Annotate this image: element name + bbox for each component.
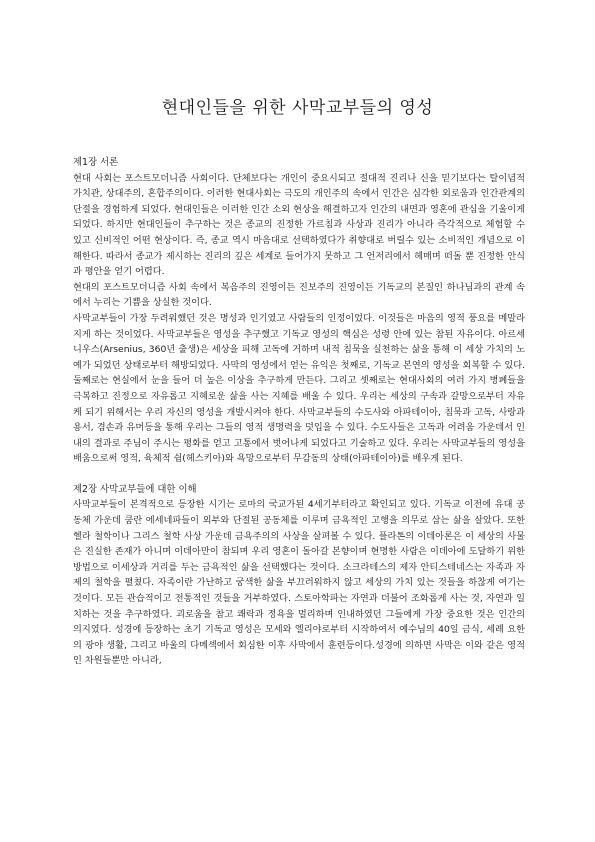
section-introduction bbox=[73, 155, 525, 467]
body-paragraph: 사막교부들이 본격적으로 등장한 시기는 로마의 국교가된 4세기부터라고 확인되고 있다. 기독교 이전에 유대 공동체 가운데 쿰란 에세네파들이 외부와 단절된 공동체를 이루며 금욕적인 고행을 의무로 삼는 삶을 살았다. 또한 헬라 철학이나 그리스 철학 사상 가운데 금욕주의의 사상을 살펴볼 수 있다. 플라톤의 이데아론은 이 세상의 사물은 진실한 존재가 아니며 이데아만이 참되며 우리 영혼이 돌아갈 본향이며 현명한 사람은 이데아에 도달하기 위한 방법으로 이세상과 거리를 두는 금욕적인 삶을 선택했다는 것이다. 소크라테스의 제자 안티스테네스는 자족과 자제의 철학을 펼쳤다. 자족이란 가난하고 궁색한 삶을 부끄러워하지 않고 세상의 가치 있는 것들을 하찮게 여기는 것이다. 모든 관습적이고 전통적인 것들을 거부하였다. 스토아학파는 자연과 더불어 조화롭게 사는 것, 자연과 일치하는 것을 추구하였다. 괴로움을 참고 쾌락과 정욕을 멀리하며 인내하였던 그들에게 가장 중요한 것은 인간의 의지였다. 성경에 등장하는 초기 기독교 영성은 모세와 엘리야로부터 시작하여서 예수님의 40일 금식, 세례 요한의 광야 생활, 그리고 바울의 다메섹에서 회심한 이후 사막에서 훈련등이다.성경에 의하면 사막은 이와 같은 영적인 차원들뿐만 아니라, bbox=[73, 499, 525, 667]
section-understanding-desert-fathers bbox=[73, 482, 525, 669]
body-paragraph: 사막교부들이 가장 두려워했던 것은 명성과 인기였고 사람들의 인정이었다. 이것들은 마음의 영적 풍요를 메말라지게 하는 것이었다. 사막교부들은 영성을 추구했고 기독교 영성의 핵심은 성령 안에 있는 참된 자유이다. 아르세니우스(Arsenius, 360년 출생)은 세상을 피해 고독에 거하며 내적 침묵을 실천하는 삶을 통해 이 세상 가치의 노예가 되었던 상태로부터 해방되었다. 사막의 영성에서 얻는 유익은 첫째로, 기독교 본연의 영성을 회복할 수 있다. 둘째로는 현실에서 눈을 들어 더 높은 이상을 추구하게 만든다. 그리고 셋째로는 현대사회의 여러 가지 병폐들을 극복하고 진정으로 자유롭고 지혜로운 삶을 사는 지혜를 배울 수 있다. 우리는 세상의 구속과 갈망으로부터 자유케 되기 위해서는 우리 자신의 영성을 개발시켜야 한다. 사막교부들의 수도사와 아파테이아, 침묵과 고독, 사랑과 용서, 겸손과 유머등을 통해 우리는 그들의 영적 생명력을 덧입을 수 있다. 수도사들은 고독과 어려움 가운데서 인내의 결과로 주님이 주시는 평화를 얻고 고통에서 벗어나게 되었다고 기술하고 있다. 우리는 사막교부들의 영성을 배움으로써 영적, 육체적 쉼(헤스키아)와 욕망으로부터 무감동의 상태(아파테이아)를 배우게 된다. bbox=[73, 312, 525, 465]
section-heading: 제1장 서론 bbox=[73, 157, 119, 168]
section-heading: 제2장 사막교부들에 대한 이해 bbox=[73, 483, 197, 495]
body-paragraph: 현대 사회는 포스트모더니즘 사회이다. 단체보다는 개인이 중요시되고 절대적 진리나 신을 믿기보다는 탈이념적 가치관, 상대주의, 혼합주의이다. 이러한 현대사회는 극도의 개인주의 속에서 인간은 심각한 외로움과 인간관계의 단절을 경험하게 되었다. 현대인들은 이러한 인간 소외 현상을 해결하고자 인간의 내면과 영혼에 관심을 기울이게 되었다. 하지만 현대인들이 추구하는 것은 종교의 진정한 가르침과 사상과 진리가 아니라 즉각적으로 체험할 수 있고 신비적인 어떤 현상이다. 즉, 종교 역시 마음대로 선택하였다가 취향대로 버릴수 있는 소비적인 개념으로 이해한다. 따라서 종교가 제시하는 진리의 깊은 세계로 들어가지 못하고 그 언저리에서 헤매며 떠돌 뿐 진정한 안식과 평안을 얻기 어렵다. bbox=[73, 172, 525, 278]
section-spacer bbox=[73, 467, 525, 482]
document-body bbox=[73, 155, 525, 669]
body-paragraph: 현대의 포스트모더니즘 사회 속에서 복음주의 진영이든 진보주의 진영이든 기독교의 본질인 하나님과의 관계 속에서 누리는 기쁨을 상실한 것이다. bbox=[73, 281, 525, 309]
document-title: 현대인들을 위한 사막교부들의 영성 bbox=[161, 98, 434, 118]
